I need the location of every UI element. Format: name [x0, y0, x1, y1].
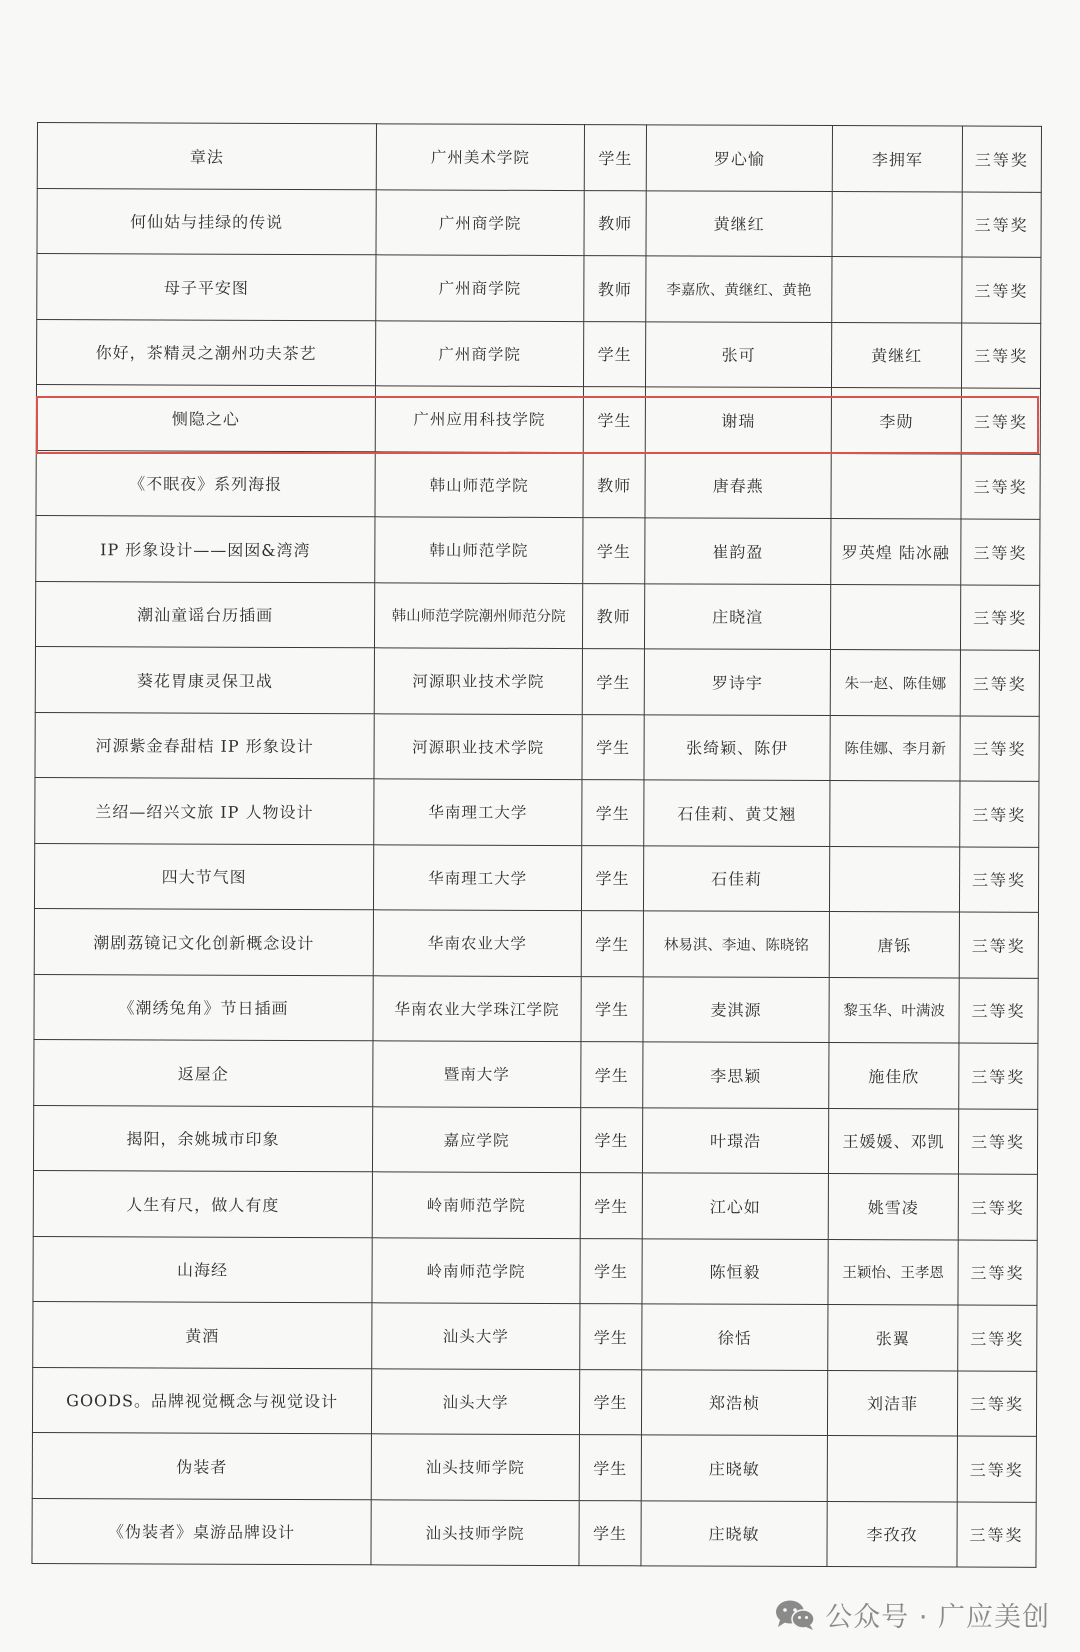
participant-type-cell: 学生 [581, 1042, 643, 1108]
participant-type-cell: 学生 [583, 387, 645, 453]
author-cell: 李思颖 [643, 1042, 829, 1108]
award-cell: 三等奖 [957, 1436, 1036, 1502]
author-cell: 林易淇、李迪、陈晓铭 [643, 911, 829, 977]
work-title-cell: 河源紫金春甜桔 IP 形象设计 [35, 712, 374, 779]
participant-type-cell: 学生 [584, 125, 646, 191]
advisor-cell: 李拥军 [832, 126, 962, 192]
advisor-cell [831, 453, 961, 519]
author-cell: 庄晓敏 [641, 1500, 827, 1566]
table-row [35, 712, 1039, 781]
participant-type-cell: 学生 [580, 1173, 642, 1239]
school-cell: 岭南师范学院 [372, 1237, 580, 1303]
table-row [34, 1039, 1038, 1108]
author-cell: 石佳莉 [643, 845, 829, 911]
author-cell: 张绮颖、陈伊 [644, 714, 830, 780]
participant-type-cell: 学生 [582, 714, 644, 780]
award-cell: 三等奖 [960, 650, 1039, 716]
school-cell: 暨南大学 [373, 1041, 581, 1107]
participant-type-cell: 学生 [583, 518, 645, 584]
work-title-cell: IP 形象设计——囡囡&湾湾 [36, 515, 375, 582]
participant-type-cell: 学生 [581, 976, 643, 1042]
advisor-cell: 刘洁菲 [827, 1370, 957, 1436]
school-cell: 汕头大学 [372, 1303, 580, 1369]
table-row [35, 581, 1039, 650]
author-cell: 谢瑞 [645, 387, 831, 453]
award-cell: 三等奖 [960, 585, 1039, 651]
author-cell: 江心如 [642, 1173, 828, 1239]
participant-type-cell: 教师 [584, 256, 646, 322]
advisor-cell: 李孜孜 [827, 1501, 957, 1567]
advisor-cell: 黄继红 [831, 322, 961, 388]
table-row [36, 319, 1040, 388]
work-title-cell: 返屋企 [34, 1039, 373, 1106]
school-cell: 华南农业大学珠江学院 [373, 975, 581, 1041]
award-cell: 三等奖 [961, 519, 1040, 585]
school-cell: 广州应用科技学院 [375, 386, 583, 452]
award-cell: 三等奖 [958, 1305, 1037, 1371]
work-title-cell: 《潮绣兔角》节日插画 [34, 974, 373, 1041]
work-title-cell: 潮汕童谣台历插画 [35, 581, 374, 648]
advisor-cell [830, 781, 960, 847]
school-cell: 韩山师范学院 [375, 517, 583, 583]
work-title-cell: 揭阳，余姚城市印象 [33, 1105, 372, 1172]
work-title-cell: 四大节气图 [34, 843, 373, 910]
award-cell: 三等奖 [959, 1043, 1038, 1109]
table-row [36, 450, 1040, 519]
work-title-cell: 《不眠夜》系列海报 [36, 450, 375, 517]
table-row [33, 1301, 1037, 1370]
school-cell: 汕头大学 [371, 1368, 579, 1434]
table-row [34, 908, 1038, 977]
school-cell: 广州商学院 [376, 189, 584, 255]
award-cell: 三等奖 [959, 847, 1038, 913]
advisor-cell [827, 1436, 957, 1502]
advisor-cell: 唐铄 [829, 912, 959, 978]
table-row-highlighted [36, 385, 1040, 454]
award-cell: 三等奖 [958, 1109, 1037, 1175]
participant-type-cell: 教师 [584, 190, 646, 256]
author-cell: 麦淇源 [643, 976, 829, 1042]
participant-type-cell: 学生 [580, 1107, 642, 1173]
work-title-cell: 伪装者 [32, 1432, 371, 1499]
work-title-cell: 潮剧荔镜记文化创新概念设计 [34, 908, 373, 975]
table-row [33, 1236, 1037, 1305]
table-row [33, 1105, 1037, 1174]
school-cell: 河源职业技术学院 [374, 713, 582, 779]
table-row [37, 254, 1041, 323]
award-cell: 三等奖 [961, 388, 1040, 454]
work-title-cell: 人生有尺，做人有度 [33, 1170, 372, 1237]
participant-type-cell: 学生 [583, 321, 645, 387]
advisor-cell: 王颖怡、王孝恩 [828, 1239, 958, 1305]
table-row [34, 974, 1038, 1043]
work-title-cell: 你好，茶精灵之潮州功夫茶艺 [36, 319, 375, 386]
author-cell: 陈恒毅 [642, 1238, 828, 1304]
school-cell: 汕头技师学院 [371, 1434, 579, 1500]
advisor-cell: 王媛媛、邓凯 [828, 1108, 958, 1174]
award-cell: 三等奖 [960, 781, 1039, 847]
watermark [773, 1595, 1050, 1634]
award-cell: 三等奖 [957, 1371, 1036, 1437]
award-cell: 三等奖 [958, 1240, 1037, 1306]
advisor-cell [829, 846, 959, 912]
participant-type-cell: 学生 [581, 845, 643, 911]
award-cell: 三等奖 [959, 912, 1038, 978]
awards-table [31, 122, 1042, 1568]
school-cell: 广州商学院 [375, 320, 583, 386]
wechat-icon [773, 1598, 817, 1632]
author-cell: 徐恬 [642, 1304, 828, 1370]
advisor-cell: 罗英煌 陆冰融 [831, 519, 961, 585]
work-title-cell: GOODS。品牌视觉概念与视觉设计 [32, 1367, 371, 1434]
table-row [37, 188, 1041, 257]
advisor-cell: 朱一赵、陈佳娜 [830, 650, 960, 716]
advisor-cell: 姚雪凌 [828, 1174, 958, 1240]
school-cell: 广州美术学院 [376, 124, 584, 190]
work-title-cell: 何仙姑与挂绿的传说 [37, 188, 376, 255]
author-cell: 郑浩桢 [641, 1369, 827, 1435]
participant-type-cell: 学生 [580, 1304, 642, 1370]
award-cell: 三等奖 [961, 454, 1040, 520]
author-cell: 叶璟浩 [642, 1107, 828, 1173]
table-row [33, 1170, 1037, 1239]
author-cell: 罗诗宇 [644, 649, 830, 715]
advisor-cell [832, 191, 962, 257]
table-row [37, 123, 1041, 192]
award-cell: 三等奖 [962, 126, 1041, 192]
author-cell: 石佳莉、黄艾翘 [644, 780, 830, 846]
school-cell: 华南理工大学 [373, 844, 581, 910]
author-cell: 崔韵盈 [645, 518, 831, 584]
author-cell: 唐春燕 [645, 452, 831, 518]
table-row [32, 1498, 1036, 1567]
school-cell: 岭南师范学院 [372, 1172, 580, 1238]
advisor-cell: 李勋 [831, 388, 961, 454]
work-title-cell: 章法 [37, 123, 376, 190]
advisor-cell [830, 584, 960, 650]
award-cell: 三等奖 [960, 716, 1039, 782]
work-title-cell: 母子平安图 [37, 254, 376, 321]
school-cell: 河源职业技术学院 [374, 648, 582, 714]
participant-type-cell: 教师 [583, 452, 645, 518]
school-cell: 韩山师范学院潮州师范分院 [374, 582, 582, 648]
table-row [36, 515, 1040, 584]
work-title-cell: 恻隐之心 [36, 385, 375, 452]
table-row [35, 777, 1039, 846]
school-cell: 广州商学院 [376, 255, 584, 321]
award-cell: 三等奖 [961, 323, 1040, 389]
work-title-cell: 兰绍—绍兴文旅 IP 人物设计 [35, 777, 374, 844]
author-cell: 庄晓渲 [644, 583, 830, 649]
advisor-cell [832, 257, 962, 323]
participant-type-cell: 学生 [582, 780, 644, 846]
participant-type-cell: 教师 [582, 583, 644, 649]
participant-type-cell: 学生 [581, 911, 643, 977]
work-title-cell: 山海经 [33, 1236, 372, 1303]
table-row [35, 646, 1039, 715]
table-row [32, 1367, 1036, 1436]
participant-type-cell: 学生 [579, 1435, 641, 1501]
school-cell: 韩山师范学院 [375, 451, 583, 517]
author-cell: 黄继红 [646, 190, 832, 256]
advisor-cell: 黎玉华、叶满波 [829, 977, 959, 1043]
advisor-cell: 陈佳娜、李月新 [830, 715, 960, 781]
award-cell: 三等奖 [959, 978, 1038, 1044]
watermark-text: 公众号 · 广应美创 [825, 1602, 1050, 1633]
participant-type-cell: 学生 [582, 649, 644, 715]
award-cell: 三等奖 [957, 1502, 1036, 1568]
table-row [34, 843, 1038, 912]
participant-type-cell: 学生 [579, 1369, 641, 1435]
author-cell: 庄晓敏 [641, 1435, 827, 1501]
school-cell: 华南农业大学 [373, 910, 581, 976]
awards-table-body [32, 123, 1042, 1568]
work-title-cell: 《伪装者》桌游品牌设计 [32, 1498, 371, 1565]
author-cell: 罗心愉 [646, 125, 832, 191]
advisor-cell: 张翼 [828, 1305, 958, 1371]
award-cell: 三等奖 [958, 1174, 1037, 1240]
work-title-cell: 葵花胃康灵保卫战 [35, 646, 374, 713]
work-title-cell: 黄酒 [33, 1301, 372, 1368]
school-cell: 嘉应学院 [372, 1106, 580, 1172]
author-cell: 张可 [645, 321, 831, 387]
participant-type-cell: 学生 [580, 1238, 642, 1304]
table-row [32, 1432, 1036, 1501]
school-cell: 汕头技师学院 [371, 1499, 579, 1565]
advisor-cell: 施佳欣 [829, 1043, 959, 1109]
author-cell: 李嘉欣、黄继红、黄艳 [646, 256, 832, 322]
award-cell: 三等奖 [962, 192, 1041, 258]
school-cell: 华南理工大学 [374, 779, 582, 845]
participant-type-cell: 学生 [579, 1500, 641, 1566]
award-cell: 三等奖 [962, 257, 1041, 323]
